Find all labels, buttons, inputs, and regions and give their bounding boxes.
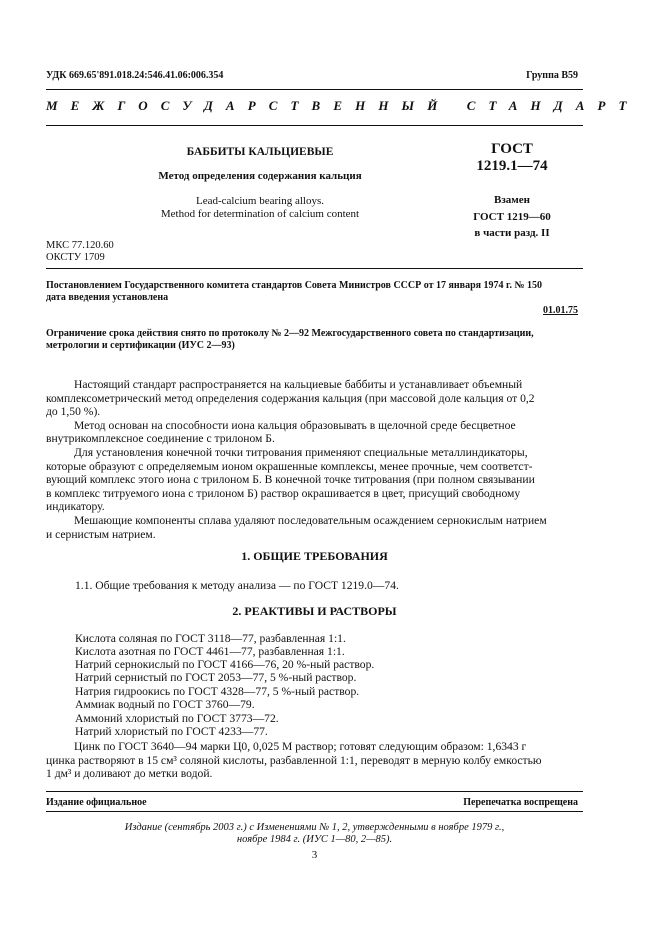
english-title-line2: Method for determination of calcium content — [160, 208, 360, 220]
header-rule — [46, 89, 583, 90]
reagent-item: Натрий сернистый по ГОСТ 2053—77, 5 %-ный раствор. — [75, 671, 357, 684]
edition-note-line1: Издание (сентябрь 2003 г.) с Изменениями № 1, 2, утвержденными в ноябре 1979 г., — [124, 822, 505, 833]
footer-rule-top — [46, 791, 583, 792]
gost-label: ГОСТ — [491, 141, 533, 157]
section-1-item: 1.1. Общие требования к методу анализа — по ГОСТ 1219.0—74. — [75, 579, 399, 592]
limitation-line2: метрологии и сертификации (ИУС 2—93) — [46, 340, 235, 351]
reprint-prohibited: Перепечатка воспрещена — [463, 797, 578, 808]
reagent-item: Натрий сернокислый по ГОСТ 4166—76, 20 %-ный раствор. — [75, 658, 375, 671]
decree-line2: дата введения установлена — [46, 292, 169, 303]
english-title-line1: Lead-calcium bearing alloys. — [196, 195, 324, 207]
group-code: Группа В59 — [526, 70, 578, 81]
reagent-item: Аммоний хлористый по ГОСТ 3773—72. — [75, 712, 279, 725]
intro-p3-l3: вующий комплекс этого иона с трилоном Б. В конечной точке титрования (при полном связывании — [46, 473, 535, 487]
intro-p3-l1: Для установления конечной точки титрования применяют специальные металлиндикаторы, — [74, 445, 528, 459]
edition-note-line2: ноябре 1984 г. (ИУС 1—80, 2—85). — [236, 834, 393, 845]
footer-rule-bottom — [46, 811, 583, 812]
udk-code: УДК 669.65'891.018.24:546.41.06:006.354 — [46, 70, 224, 81]
intro-p4-l2: и сернистым натрием. — [46, 527, 156, 541]
reagent-item: Кислота азотная по ГОСТ 4461—77, разбавленная 1:1. — [75, 645, 345, 658]
gost-number: 1219.1—74 — [476, 158, 548, 174]
replaces-part: в части разд. II — [474, 227, 550, 239]
replaces-gost: ГОСТ 1219—60 — [473, 211, 551, 223]
document-subtitle: Метод определения содержания кальция — [158, 170, 362, 182]
reagent-item: Кислота соляная по ГОСТ 3118—77, разбавленная 1:1. — [75, 632, 346, 645]
document-title: БАББИТЫ КАЛЬЦИЕВЫЕ — [186, 146, 334, 158]
intro-p3-l5: индикатору. — [46, 500, 105, 514]
intro-p1-l1: Настоящий стандарт распространяется на кальциевые баббиты и устанавливает объемный — [74, 378, 523, 391]
reagent-item: Натрий хлористый по ГОСТ 4233—77. — [75, 725, 268, 738]
intro-p1-l2: комплексометрический метод определения содержания кальция (при массовой доле кальция от 0,2 — [46, 391, 535, 405]
section-1-heading: 1. ОБЩИЕ ТРЕБОВАНИЯ — [241, 549, 388, 563]
reagent-item: Натрия гидроокись по ГОСТ 4328—77, 5 %-ный раствор. — [75, 685, 360, 698]
section-2-heading: 2. РЕАКТИВЫ И РАСТВОРЫ — [232, 604, 397, 618]
intro-p2-l1: Метод основан на способности иона кальция образовывать в щелочной среде бесцветное — [74, 418, 516, 432]
codes-rule — [46, 268, 583, 269]
zinc-l3: 1 дм³ и доливают до метки водой. — [46, 767, 213, 781]
zinc-l1: Цинк по ГОСТ 3640—94 марки Ц0, 0,025 М раствор; готовят следующим образом: 1,6343 г — [74, 740, 527, 753]
standard-banner: МЕЖГОСУДАРСТВЕННЫЙ СТАНДАРТ — [46, 98, 640, 113]
decree-line1: Постановлением Государственного комитета стандартов Совета Министров СССР от 17 января 1974 г. № 150 — [46, 280, 543, 291]
reagent-item: Аммиак водный по ГОСТ 3760—79. — [75, 698, 255, 711]
limitation-line1: Ограничение срока действия снято по протоколу № 2—92 Межгосударственного совета по стандартизации, — [46, 328, 534, 339]
intro-p3-l4: в комплекс титруемого иона с трилоном Б) раствор окрашивается в цвет, присущий свободному — [46, 486, 521, 500]
replaces-label: Взамен — [494, 194, 530, 206]
introduction-date: 01.01.75 — [543, 305, 578, 316]
okstu-code: ОКСТУ 1709 — [46, 252, 105, 263]
intro-p3-l2: которые образуют с определяемым ионом окрашенные комплексы, менее прочные, чем соответст- — [46, 459, 533, 473]
intro-text — [46, 378, 583, 541]
zinc-l2: цинка растворяют в 15 см³ соляной кислоты, разбавленной 1:1, переводят в мерную колбу емкостью — [46, 753, 542, 767]
official-edition: Издание официальное — [46, 797, 147, 808]
intro-p2-l2: внутрикомплексное соединение с трилоном Б. — [46, 432, 275, 446]
mks-code: МКС 77.120.60 — [46, 240, 114, 251]
zinc-solution-text — [46, 740, 583, 781]
page-number: 3 — [311, 849, 318, 861]
intro-p1-l3: до 1,50 %). — [46, 405, 101, 419]
intro-p4-l1: Мешающие компоненты сплава удаляют последовательным осаждением сернокислым натрием — [74, 513, 547, 527]
banner-rule — [46, 125, 583, 126]
